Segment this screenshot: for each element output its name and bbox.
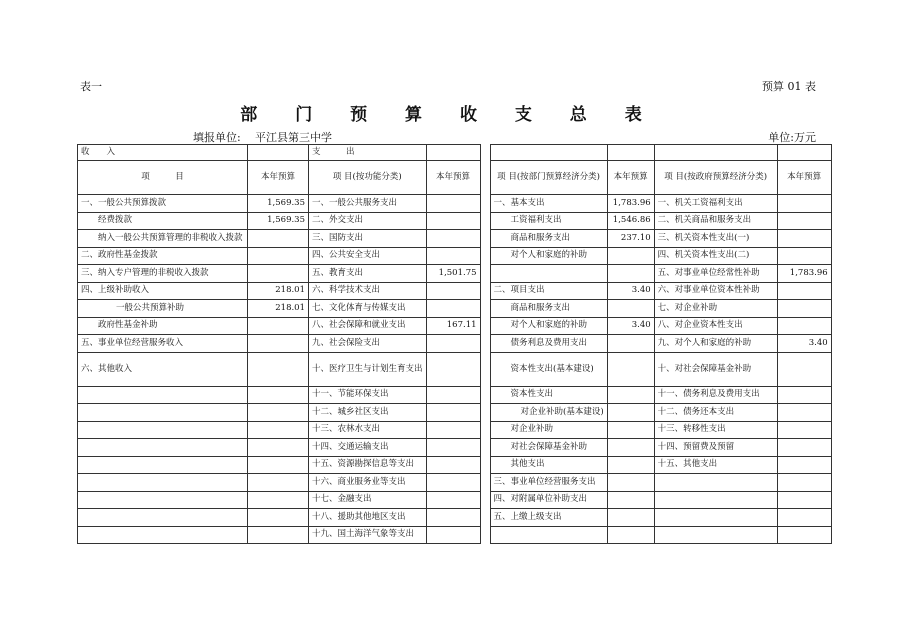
income-item-cell: 二、政府性基金拨款 — [78, 247, 248, 265]
government-item-header: 项 目(按政府预算经济分类) — [654, 161, 777, 195]
department-amount-cell: 3.40 — [607, 317, 654, 335]
department-item-cell — [490, 265, 607, 283]
department-item-cell: 一、基本支出 — [490, 195, 607, 213]
government-item-cell: 六、对事业单位资本性补助 — [654, 282, 777, 300]
functional-item-cell: 十八、援助其他地区支出 — [309, 509, 427, 527]
column-gap — [480, 439, 490, 457]
income-item-cell — [78, 439, 248, 457]
income-item-cell: 一、一般公共预算拨款 — [78, 195, 248, 213]
income-amount-cell — [248, 509, 309, 527]
income-item-cell: 纳入一般公共预算管理的非税收入拨款 — [78, 230, 248, 248]
column-gap — [480, 335, 490, 353]
header-blank — [490, 145, 607, 161]
column-gap — [480, 265, 490, 283]
government-amount-cell — [777, 247, 831, 265]
government-item-cell: 十五、其他支出 — [654, 456, 777, 474]
functional-item-cell: 三、国防支出 — [309, 230, 427, 248]
table-row — [78, 386, 832, 404]
functional-amount-cell — [426, 491, 480, 509]
government-amount-cell: 3.40 — [777, 335, 831, 353]
functional-amount-cell — [426, 526, 480, 544]
income-amount-cell — [248, 404, 309, 422]
functional-amount-cell — [426, 212, 480, 230]
functional-amount-cell — [426, 439, 480, 457]
income-amount-cell — [248, 317, 309, 335]
table-row — [78, 509, 832, 527]
department-amount-cell — [607, 421, 654, 439]
department-amount-cell — [607, 352, 654, 386]
department-amount-cell: 1,546.86 — [607, 212, 654, 230]
income-amount-cell — [248, 439, 309, 457]
column-gap — [480, 230, 490, 248]
income-item-cell — [78, 491, 248, 509]
department-amount-cell — [607, 386, 654, 404]
functional-item-cell: 一、一般公共服务支出 — [309, 195, 427, 213]
department-item-cell: 对社会保障基金补助 — [490, 439, 607, 457]
income-amount-cell: 218.01 — [248, 300, 309, 318]
department-amount-cell — [607, 404, 654, 422]
page-title: 部 门 预 算 收 支 总 表 — [240, 105, 658, 125]
functional-amount-cell — [426, 247, 480, 265]
header-blank — [248, 145, 309, 161]
department-item-cell: 商品和服务支出 — [490, 300, 607, 318]
functional-item-cell: 六、科学技术支出 — [309, 282, 427, 300]
income-item-cell: 经费拨款 — [78, 212, 248, 230]
column-gap — [480, 421, 490, 439]
government-amount-cell — [777, 212, 831, 230]
table-row — [78, 212, 832, 230]
column-gap — [480, 282, 490, 300]
table-row — [78, 300, 832, 318]
income-amount-cell: 218.01 — [248, 282, 309, 300]
income-item-cell — [78, 526, 248, 544]
government-amount-cell — [777, 282, 831, 300]
government-item-cell — [654, 509, 777, 527]
functional-amount-cell — [426, 335, 480, 353]
form-code: 表一 — [80, 80, 102, 93]
table-row — [78, 526, 832, 544]
functional-item-cell: 七、文化体育与传媒支出 — [309, 300, 427, 318]
department-amount-cell — [607, 474, 654, 492]
department-amount-cell: 237.10 — [607, 230, 654, 248]
functional-item-cell: 五、教育支出 — [309, 265, 427, 283]
department-item-cell: 资本性支出 — [490, 386, 607, 404]
currency-unit: 单位:万元 — [768, 131, 816, 144]
government-item-cell: 五、对事业单位经常性补助 — [654, 265, 777, 283]
income-amount-cell — [248, 421, 309, 439]
government-item-cell — [654, 491, 777, 509]
table-row — [78, 474, 832, 492]
income-item-cell — [78, 421, 248, 439]
functional-amount-cell — [426, 404, 480, 422]
department-amount-cell — [607, 509, 654, 527]
column-gap — [480, 404, 490, 422]
department-item-cell: 工资福利支出 — [490, 212, 607, 230]
income-amount-cell — [248, 265, 309, 283]
income-item-header: 项 目 — [78, 161, 248, 195]
department-amount-cell — [607, 491, 654, 509]
functional-amount-cell — [426, 456, 480, 474]
department-item-cell: 资本性支出(基本建设) — [490, 352, 607, 386]
column-gap — [480, 195, 490, 213]
functional-amount-cell — [426, 474, 480, 492]
column-gap — [480, 352, 490, 386]
government-amount-cell — [777, 230, 831, 248]
income-amount-cell — [248, 491, 309, 509]
government-budget-header: 本年预算 — [777, 161, 831, 195]
column-gap — [480, 474, 490, 492]
reporting-unit-label: 填报单位: — [193, 131, 241, 144]
government-amount-cell — [777, 195, 831, 213]
government-item-cell: 三、机关资本性支出(一) — [654, 230, 777, 248]
column-gap — [480, 491, 490, 509]
government-amount-cell — [777, 386, 831, 404]
functional-item-cell: 十一、节能环保支出 — [309, 386, 427, 404]
income-item-cell: 政府性基金补助 — [78, 317, 248, 335]
income-header: 收 入 — [78, 145, 248, 161]
department-item-cell: 对企业补助 — [490, 421, 607, 439]
column-gap — [480, 509, 490, 527]
department-item-header: 项 目(按部门预算经济分类) — [490, 161, 607, 195]
functional-budget-header: 本年预算 — [426, 161, 480, 195]
functional-amount-cell: 1,501.75 — [426, 265, 480, 283]
income-amount-cell — [248, 456, 309, 474]
government-item-cell: 十三、转移性支出 — [654, 421, 777, 439]
government-amount-cell: 1,783.96 — [777, 265, 831, 283]
functional-item-cell: 十四、交通运输支出 — [309, 439, 427, 457]
functional-item-cell: 八、社会保障和就业支出 — [309, 317, 427, 335]
department-item-cell: 商品和服务支出 — [490, 230, 607, 248]
department-item-cell: 债务利息及费用支出 — [490, 335, 607, 353]
income-amount-cell — [248, 352, 309, 386]
table-row — [78, 195, 832, 213]
functional-item-cell: 十、医疗卫生与计划生育支出 — [309, 352, 427, 386]
functional-amount-cell — [426, 386, 480, 404]
government-amount-cell — [777, 526, 831, 544]
table-row — [78, 317, 832, 335]
functional-amount-cell — [426, 282, 480, 300]
government-amount-cell — [777, 509, 831, 527]
income-item-cell — [78, 386, 248, 404]
government-amount-cell — [777, 421, 831, 439]
income-item-cell — [78, 509, 248, 527]
table-row — [78, 491, 832, 509]
government-amount-cell — [777, 456, 831, 474]
government-item-cell: 一、机关工资福利支出 — [654, 195, 777, 213]
income-item-cell: 三、纳入专户管理的非税收入拨款 — [78, 265, 248, 283]
functional-amount-cell — [426, 352, 480, 386]
government-amount-cell — [777, 352, 831, 386]
department-amount-cell — [607, 335, 654, 353]
functional-item-cell: 十三、农林水支出 — [309, 421, 427, 439]
department-item-cell: 对企业补助(基本建设) — [490, 404, 607, 422]
table-row — [78, 404, 832, 422]
table-row — [78, 421, 832, 439]
column-gap — [480, 317, 490, 335]
government-amount-cell — [777, 439, 831, 457]
budget-summary-table — [77, 144, 832, 544]
department-item-cell: 对个人和家庭的补助 — [490, 317, 607, 335]
income-amount-cell — [248, 247, 309, 265]
government-amount-cell — [777, 300, 831, 318]
functional-amount-cell — [426, 509, 480, 527]
functional-amount-cell — [426, 230, 480, 248]
government-item-cell — [654, 526, 777, 544]
budget-table-code: 预算 01 表 — [762, 80, 816, 93]
column-gap — [480, 526, 490, 544]
column-gap — [480, 145, 490, 161]
column-gap — [480, 161, 490, 195]
column-gap — [480, 212, 490, 230]
department-amount-cell — [607, 526, 654, 544]
functional-item-cell: 二、外交支出 — [309, 212, 427, 230]
government-item-cell: 十一、债务利息及费用支出 — [654, 386, 777, 404]
income-amount-cell — [248, 474, 309, 492]
income-amount-cell: 1,569.35 — [248, 212, 309, 230]
income-item-cell: 四、上级补助收入 — [78, 282, 248, 300]
functional-item-cell: 十七、金融支出 — [309, 491, 427, 509]
department-item-cell: 二、项目支出 — [490, 282, 607, 300]
income-item-cell — [78, 456, 248, 474]
government-amount-cell — [777, 404, 831, 422]
department-amount-cell — [607, 456, 654, 474]
table-row — [78, 265, 832, 283]
income-amount-cell: 1,569.35 — [248, 195, 309, 213]
government-item-cell: 九、对个人和家庭的补助 — [654, 335, 777, 353]
table-row — [78, 439, 832, 457]
expenditure-header: 支 出 — [309, 145, 427, 161]
government-item-cell — [654, 474, 777, 492]
department-item-cell: 四、对附属单位补助支出 — [490, 491, 607, 509]
income-item-cell: 六、其他收入 — [78, 352, 248, 386]
department-item-cell: 对个人和家庭的补助 — [490, 247, 607, 265]
government-item-cell: 十四、预留费及预留 — [654, 439, 777, 457]
department-item-cell — [490, 526, 607, 544]
functional-item-cell: 九、社会保险支出 — [309, 335, 427, 353]
table-row — [78, 352, 832, 386]
income-item-cell — [78, 474, 248, 492]
reporting-unit-name: 平江县第三中学 — [255, 131, 332, 144]
header-blank — [426, 145, 480, 161]
government-item-cell: 十二、债务还本支出 — [654, 404, 777, 422]
department-item-cell: 三、事业单位经营服务支出 — [490, 474, 607, 492]
header-blank — [654, 145, 777, 161]
header-blank — [607, 145, 654, 161]
header-row-columns — [78, 161, 832, 195]
income-amount-cell — [248, 335, 309, 353]
government-item-cell: 七、对企业补助 — [654, 300, 777, 318]
income-item-cell: 五、事业单位经营服务收入 — [78, 335, 248, 353]
column-gap — [480, 247, 490, 265]
government-amount-cell — [777, 491, 831, 509]
department-amount-cell — [607, 300, 654, 318]
department-amount-cell: 3.40 — [607, 282, 654, 300]
government-item-cell: 十、对社会保障基金补助 — [654, 352, 777, 386]
functional-item-cell: 十六、商业服务业等支出 — [309, 474, 427, 492]
income-item-cell — [78, 404, 248, 422]
income-item-cell: 一般公共预算补助 — [78, 300, 248, 318]
department-item-cell: 其他支出 — [490, 456, 607, 474]
header-row-sections — [78, 145, 832, 161]
department-item-cell: 五、上缴上级支出 — [490, 509, 607, 527]
column-gap — [480, 456, 490, 474]
table-row — [78, 335, 832, 353]
column-gap — [480, 386, 490, 404]
column-gap — [480, 300, 490, 318]
functional-amount-cell: 167.11 — [426, 317, 480, 335]
table-row — [78, 230, 832, 248]
income-amount-cell — [248, 230, 309, 248]
functional-amount-cell — [426, 300, 480, 318]
government-item-cell: 八、对企业资本性支出 — [654, 317, 777, 335]
income-budget-header: 本年预算 — [248, 161, 309, 195]
department-amount-cell — [607, 247, 654, 265]
functional-amount-cell — [426, 421, 480, 439]
functional-amount-cell — [426, 195, 480, 213]
functional-item-cell: 十五、资源勘探信息等支出 — [309, 456, 427, 474]
income-amount-cell — [248, 386, 309, 404]
table-row — [78, 456, 832, 474]
government-amount-cell — [777, 317, 831, 335]
functional-item-cell: 四、公共安全支出 — [309, 247, 427, 265]
functional-item-cell: 十二、城乡社区支出 — [309, 404, 427, 422]
government-amount-cell — [777, 474, 831, 492]
department-amount-cell — [607, 439, 654, 457]
department-amount-cell: 1,783.96 — [607, 195, 654, 213]
table-row — [78, 282, 832, 300]
department-amount-cell — [607, 265, 654, 283]
government-item-cell: 四、机关资本性支出(二) — [654, 247, 777, 265]
header-blank — [777, 145, 831, 161]
functional-item-header: 项 目(按功能分类) — [309, 161, 427, 195]
table-row — [78, 247, 832, 265]
government-item-cell: 二、机关商品和服务支出 — [654, 212, 777, 230]
department-budget-header: 本年预算 — [607, 161, 654, 195]
functional-item-cell: 十九、国土海洋气象等支出 — [309, 526, 427, 544]
income-amount-cell — [248, 526, 309, 544]
